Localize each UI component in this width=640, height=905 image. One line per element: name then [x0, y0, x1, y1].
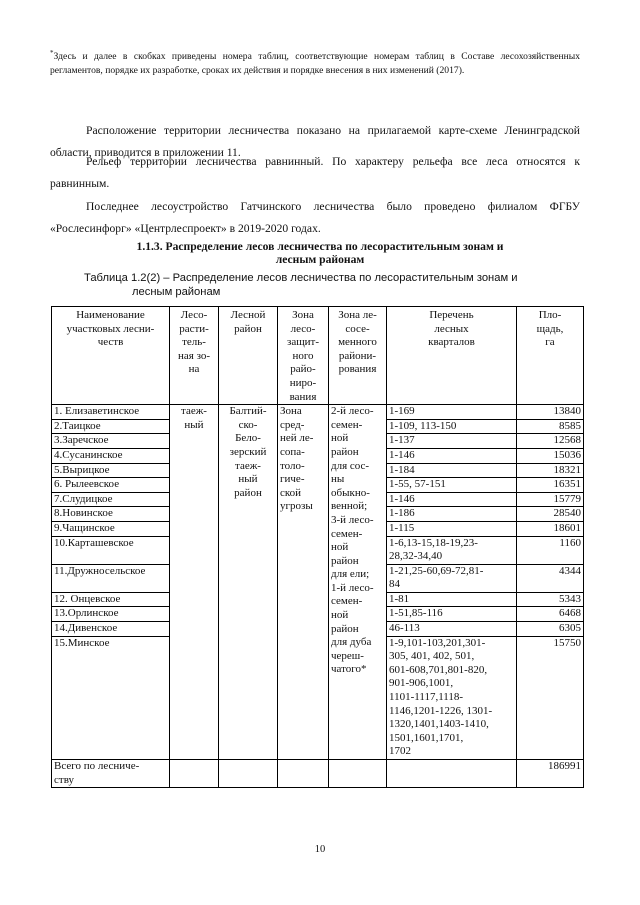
cell-total-empty [170, 760, 219, 788]
header-seed: Зона ле- сосе- менного райони- рования [329, 307, 387, 405]
cell-area: 15036 [517, 448, 584, 463]
section-heading-line2: лесным районам [275, 253, 365, 266]
footnote-marker: * [50, 49, 54, 57]
cell-total-empty [278, 760, 329, 788]
cell-name: 7.Слудицкое [52, 492, 170, 507]
cell-area: 12568 [517, 434, 584, 449]
cell-quarters: 1-115 [387, 521, 517, 536]
cell-quarters: 1-186 [387, 507, 517, 522]
cell-quarters: 1-184 [387, 463, 517, 478]
section-heading-line1: 1.1.3. Распределение лесов лесничества по лесорастительным зонам и [136, 240, 504, 253]
cell-area: 18601 [517, 521, 584, 536]
cell-quarters: 46-113 [387, 622, 517, 637]
cell-area: 15779 [517, 492, 584, 507]
page-number: 10 [314, 844, 326, 855]
header-district: Лесной район [219, 307, 278, 405]
cell-area: 18321 [517, 463, 584, 478]
header-quarters: Перечень лесных кварталов [387, 307, 517, 405]
cell-quarters: 1-109, 113-150 [387, 419, 517, 434]
cell-area: 6468 [517, 607, 584, 622]
table-total-row [52, 760, 584, 788]
cell-total-area: 186991 [517, 760, 584, 788]
cell-area: 5343 [517, 592, 584, 607]
paragraph-relief: Рельеф территории лесничества равнинный. По характеру рельефа все леса относятся к равнинным. [50, 155, 580, 190]
cell-area: 16351 [517, 478, 584, 493]
header-name: Наименование участковых лесни- честв [52, 307, 170, 405]
cell-name: 5.Вырицкое [52, 463, 170, 478]
cell-name: 15.Минское [52, 636, 170, 759]
cell-quarters: 1-81 [387, 592, 517, 607]
cell-area: 15750 [517, 636, 584, 759]
cell-quarters: 1-137 [387, 434, 517, 449]
cell-area: 6305 [517, 622, 584, 637]
cell-name: 12. Онцевское [52, 592, 170, 607]
table-caption [84, 272, 564, 299]
cell-name: 4.Сусанинское [52, 448, 170, 463]
header-protective: Зона лесо- защит- ного райо- ниро- вания [278, 307, 329, 405]
merged-seed: 2-й лесо- семен- ной район для сос- ны обыкно- венной; 3-й лесо- семен- ной район для ели; 1-й лесо- семен- ной район для дуба череш- чатого* [329, 405, 387, 760]
table-header-row [52, 307, 584, 405]
cell-quarters: 1-9,101-103,201,301- 305, 401, 402, 501, 601-608,701,801-820, 901-906,1001, 1101-1117,1118- 1146,1201-1226, 1301- 1320,1401,1403-1410, 1501,1601,1701, 1702 [387, 636, 517, 759]
cell-name: 8.Новинское [52, 507, 170, 522]
footnote-text: Здесь и далее в скобках приведены номера таблиц, соответствующие номерам таблиц в Составе лесохозяйственных регламентов, порядке их разработке, сроках их действия и порядке внесения в них изменений (2017). [50, 51, 580, 77]
cell-name: 10.Карташевское [52, 536, 170, 564]
footnote [50, 46, 580, 78]
table-body [52, 405, 584, 788]
header-zone: Лесо- расти- тель- ная зо- на [170, 307, 219, 405]
cell-quarters: 1-51,85-116 [387, 607, 517, 622]
cell-area: 28540 [517, 507, 584, 522]
cell-quarters: 1-55, 57-151 [387, 478, 517, 493]
cell-total-label: Всего по лесниче- ству [52, 760, 170, 788]
paragraph-forest-inventory: Последнее лесоустройство Гатчинского лесничества было проведено филиалом ФГБУ «Рослесинфорг» «Центрлеспроект» в 2019-2020 годах. [50, 200, 580, 235]
cell-name: 9.Чащинское [52, 521, 170, 536]
cell-quarters: 1-146 [387, 448, 517, 463]
cell-area: 4344 [517, 564, 584, 592]
table-caption-line2: лесным районам [132, 285, 221, 298]
cell-area: 8585 [517, 419, 584, 434]
cell-area: 1160 [517, 536, 584, 564]
cell-name: 13.Орлинское [52, 607, 170, 622]
cell-total-empty [329, 760, 387, 788]
table-caption-line1: Таблица 1.2(2) – Распределение лесов лесничества по лесорастительным зонам и [84, 272, 518, 284]
header-area: Пло- щадь, га [517, 307, 584, 405]
paragraph-location: Расположение территории лесничества показано на прилагаемой карте-схеме Ленинградской области, приводится в приложении 11. [50, 124, 580, 159]
merged-zone: таеж- ный [170, 405, 219, 760]
cell-quarters: 1-21,25-60,69-72,81- 84 [387, 564, 517, 592]
cell-total-empty [219, 760, 278, 788]
cell-name: 2.Таицкое [52, 419, 170, 434]
forest-zones-table [51, 306, 584, 788]
cell-area: 13840 [517, 405, 584, 420]
cell-quarters: 1-6,13-15,18-19,23- 28,32-34,40 [387, 536, 517, 564]
merged-protective: Зона сред- ней ле- сопа- толо- гиче- ской угрозы [278, 405, 329, 760]
cell-quarters: 1-169 [387, 405, 517, 420]
cell-name: 3.Заречское [52, 434, 170, 449]
cell-quarters: 1-146 [387, 492, 517, 507]
cell-name: 1. Елизаветинское [52, 405, 170, 420]
cell-total-empty [387, 760, 517, 788]
cell-name: 6. Рылеевское [52, 478, 170, 493]
table-row [52, 405, 584, 420]
cell-name: 11.Дружносельское [52, 564, 170, 592]
cell-name: 14.Дивенское [52, 622, 170, 637]
merged-district: Балтий- ско- Бело- зерский таеж- ный район [219, 405, 278, 760]
section-heading [50, 240, 590, 266]
